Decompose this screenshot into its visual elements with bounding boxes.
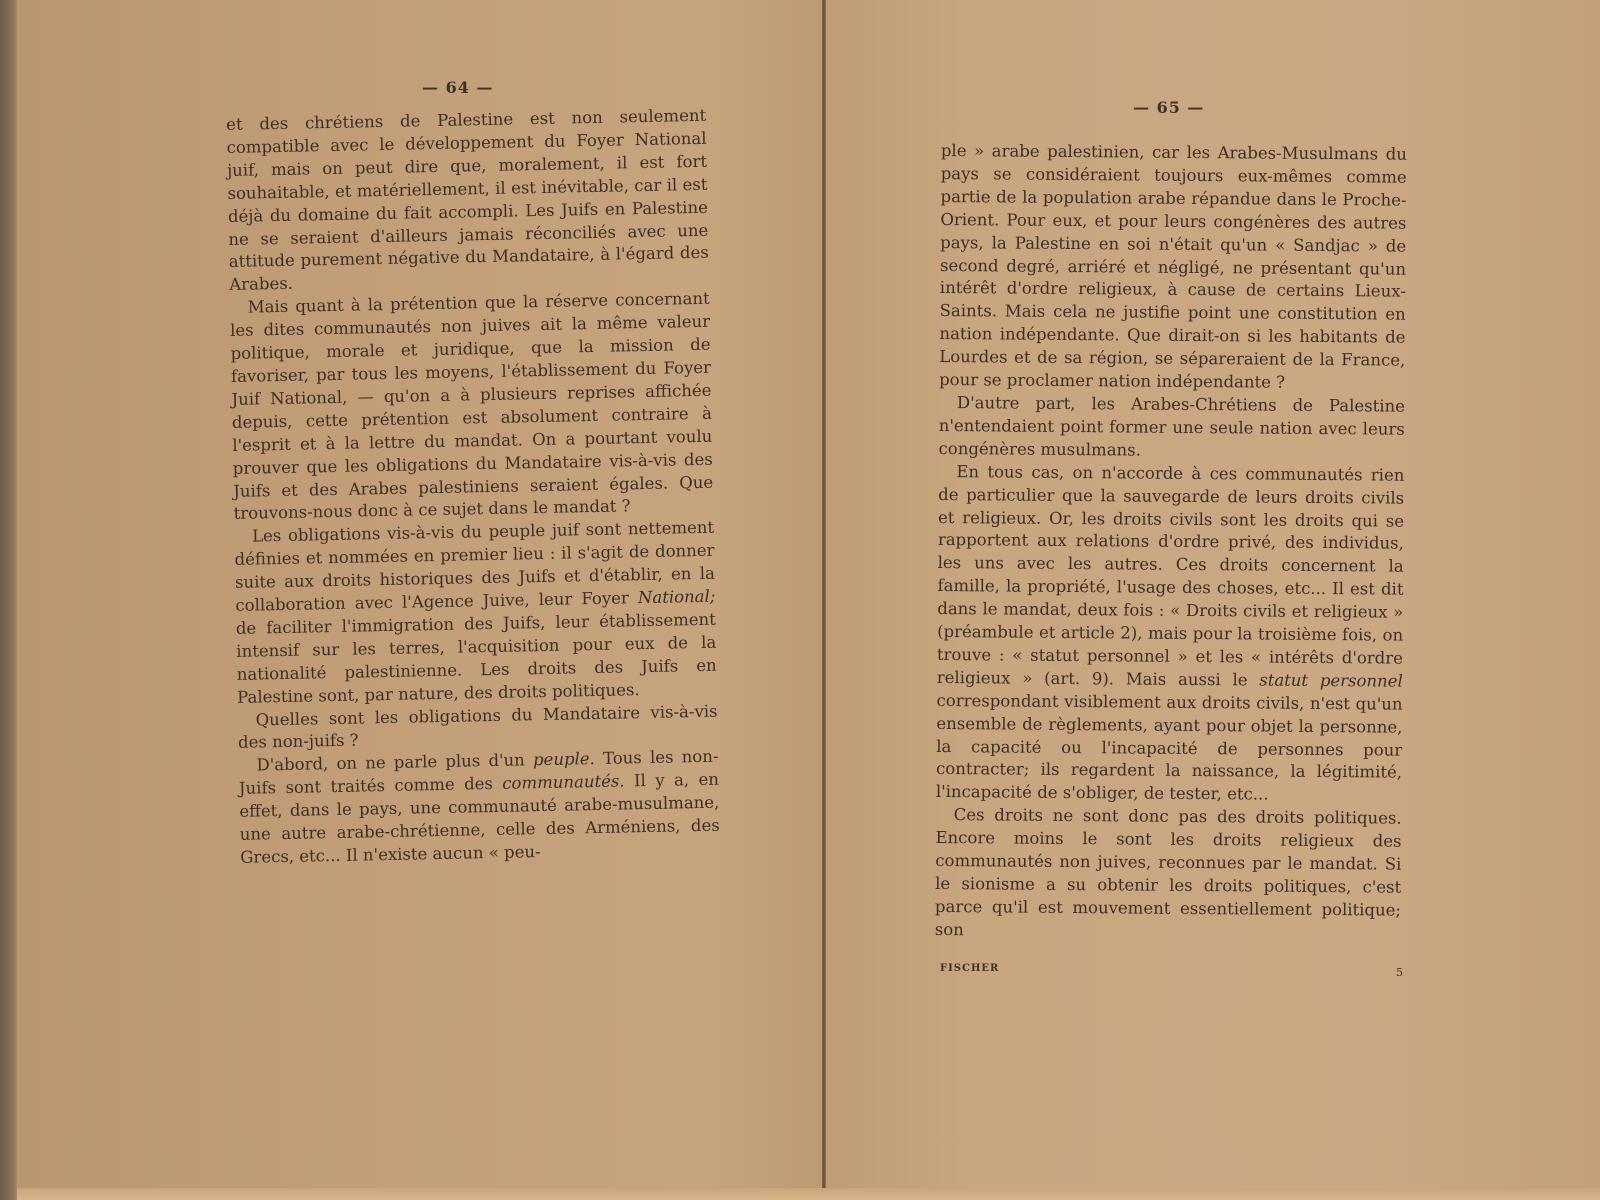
page-number-left: — 64 — (422, 78, 494, 97)
text-run: Tous les non-Juifs sont traités comme des (238, 747, 719, 799)
paragraph (238, 746, 720, 870)
italic-text: National; (637, 586, 716, 608)
paragraph: Ces droits ne sont donc pas des droits politiques. Encore moins le sont les droits religieux des communautés non juives, reconnues par le mandat. Si le sionisme a su obtenir les droits politiques, c'est parce qu'il est mouvement essentiellement politique; son (934, 805, 1402, 940)
paragraph (936, 461, 1405, 808)
text-run: Les obligations vis-à-vis du peuple juif sont nettement définies et nommées en premier lieu : il s'agit de donner suite aux droits historiques des Juifs et d'établir, en la collaboration avec l'Agence Juive, leur Foyer (234, 518, 716, 615)
italic-text: communautés. (502, 771, 625, 794)
paragraph: et des chrétiens de Palestine est non seulement compatible avec le développement du Foyer National juif, mais on peut dire que, moralement, il est fort souhaitable, et matériellement, il est inévitable, car il est déjà du domaine du fait accompli. Les Juifs en Palestine ne se seraient d'ailleurs jamais réconciliés avec une attitude purement négative du Mandataire, à l'égard des Arabes. (226, 105, 709, 295)
text-run: D'abord, on ne parle plus d'un (256, 750, 534, 775)
italic-text: peuple. (532, 749, 596, 770)
page-number-right: — 65 — (1133, 98, 1205, 117)
left-page-body (226, 105, 720, 870)
printer-signature: FISCHER (940, 963, 1000, 974)
page-bottom-edge (17, 1188, 1600, 1200)
paragraph: D'autre part, les Arabes-Chrétiens de Palestine n'entendaient point former une seule nation avec leurs congénères musulmans. (938, 393, 1405, 460)
text-run: Il y a, en effet, dans le pays, une communauté arabe-musulmane, une autre arabe-chrétienne, celle des Arméniens, des Grecs, etc... Il n'existe aucun « peu- (239, 769, 720, 867)
text-run: de faciliter l'immigration des Juifs, leur établissement intensif sur les terres, l'acquisition pour eux de la nationalité palestinienne. Les droits des Juifs en Palestine sont, par nature, des droits politiques. (235, 609, 717, 707)
right-page-body (935, 140, 1407, 945)
text-run: correspondant visiblement aux droits civils, n'est qu'un ensemble de règlements, ayant pour objet la personne, la capacité ou l'incapacité de personnes pour contracter; ils regardent la naissance, la légitimité, l'incapacité de s'obliger, de tester, etc... (935, 690, 1403, 804)
book-gutter (822, 0, 826, 1200)
paragraph (234, 517, 717, 709)
paragraph: Quelles sont les obligations du Mandataire vis-à-vis des non-juifs ? (237, 701, 718, 753)
italic-text: statut personnel (1259, 670, 1403, 691)
paragraph: ple » arabe palestinien, car les Arabes-Musulmans du pays se considéraient toujours eux-mêmes comme partie de la population arabe répandue dans le Proche-Orient. Pour eux, et pour leurs congénères des autres pays, la Palestine en soi n'était qu'un « Sandjac » de second degré, arriéré et négligé, ne présentant qu'un intérêt d'ordre religieux, à cause de certains Lieux-Saints. Mais cela ne justifie point une constitution en nation indépendante. Que dirait-on si les habitants de Lourdes et de sa région, se sépareraient de la France, pour se proclamer nation indépendante ? (939, 140, 1407, 392)
book-edge (0, 0, 17, 1200)
paragraph: Mais quant à la prétention que la réserve concernant les dites communautés non juives ait la même valeur politique, morale et juridique, que la mission de favoriser, par tous les moyens, l'établissement du Foyer Juif National, — qu'on a à plusieurs reprises affichée depuis, cette prétention est absolument contraire à l'esprit et à la lettre du mandat. On a pourtant voulu prouver que les obligations du Mandataire vis-à-vis des Juifs et des Arabes palestiniens seraient égales. Que trouvons-nous donc à ce sujet dans le mandat ? (229, 289, 714, 524)
signature-number: 5 (1396, 966, 1403, 979)
text-run: En tous cas, on n'accorde à ces communautés rien de particulier que la sauvegarde de leurs droits civils et religieux. Or, les droits civils sont les droits qui se rapportent aux relations d'ordre privé, des individus, les uns avec les autres. Ces droits concernent la famille, la propriété, l'usage des choses, etc... Il est dit dans le mandat, deux fois : « Droits civils et religieux » (préambule et article 2), mais pour la troisième fois, on trouve : « statut personnel » et les « intérêts d'ordre religieux » (art. 9). Mais aussi le (936, 461, 1405, 690)
